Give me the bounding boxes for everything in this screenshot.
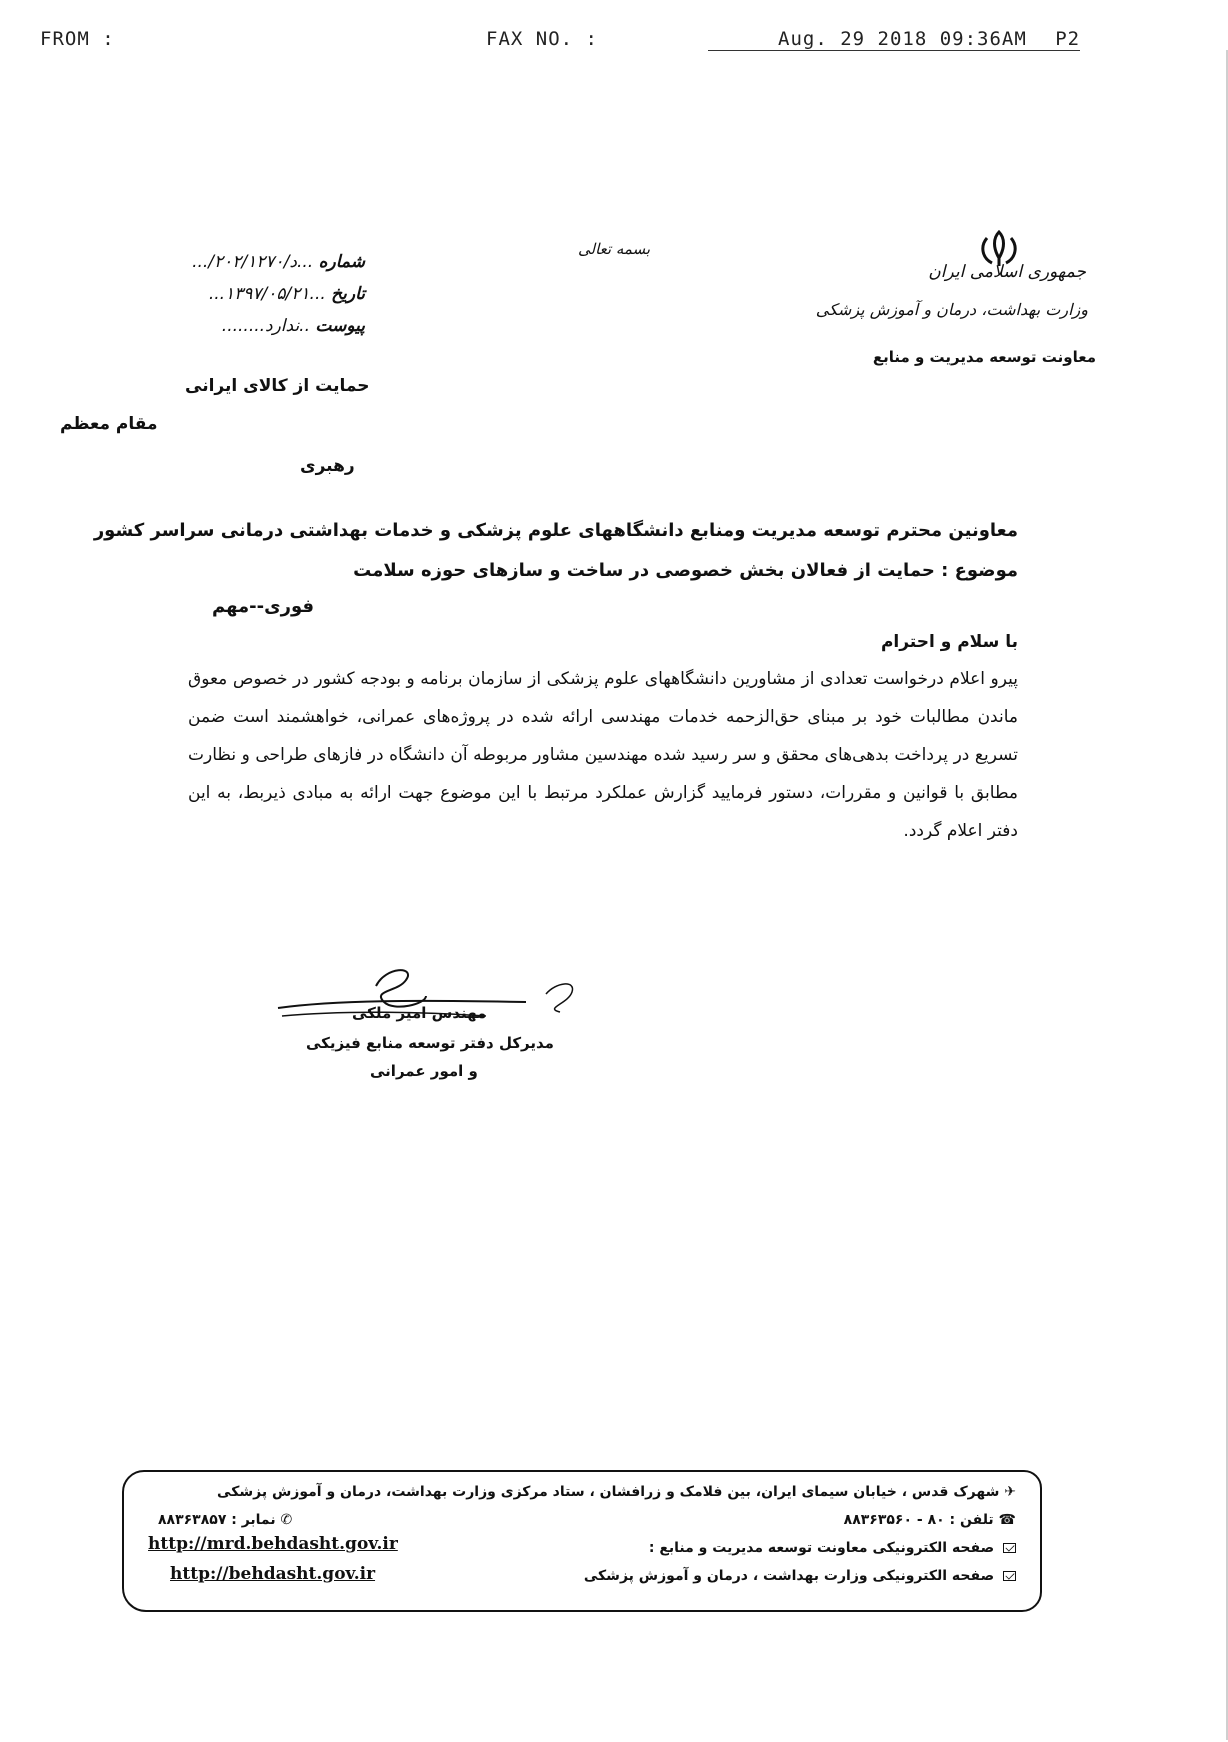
subject: موضوع : حمایت از فعالان بخش خصوصی در ساخت و سازهای حوزه سلامت: [353, 560, 1018, 581]
fax-icon: ✆: [280, 1512, 293, 1528]
letter-body: پیرو اعلام درخواست تعدادی از مشاورین دانشگاههای علوم پزشکی از سازمان برنامه و بودجه کشور در خصوص معوق ماندن مطالبات خود بر مبنای حق‌الزحمه خدمات مهندسی ارائه شده در پروژه‌های عمرانی، خواهشمند است ضمن تسریع در پرداخت بدهی‌های محقق و سر رسید شده مهندسین مشاور مربوطه آن دانشگاه در فازهای طراحی و نظارت مطابق با قوانین و مقررات، دستور فرمایید گزارش عملکرد مرتبط با این موضوع جهت ارائه به مبادی ذیربط، به این دفتر اعلام گردد.: [188, 669, 1018, 841]
footer-web-ministry-label: صفحه الکترونیکی وزارت بهداشت ، درمان و آموزش پزشکی: [583, 1568, 995, 1584]
footer-phone: [844, 1512, 1016, 1528]
footer-web-deputy: [649, 1540, 1016, 1556]
footer-contact-box: [122, 1470, 1042, 1612]
fax-page-number: P2: [1055, 28, 1081, 50]
deputy-website-link[interactable]: http://mrd.behdasht.gov.ir: [148, 1534, 398, 1554]
signatory-title-2: و امور عمرانی: [370, 1062, 478, 1080]
letter-number: [150, 252, 365, 272]
ministry-website-link[interactable]: http://behdasht.gov.ir: [170, 1564, 376, 1584]
fax-from: FROM :: [40, 28, 115, 50]
map-icon: ✈: [1004, 1484, 1016, 1500]
fax-date-time-text: Aug. 29 2018 09:36AM: [778, 28, 1027, 50]
letter-attachment: [150, 316, 365, 336]
checkbox-icon: [1003, 1571, 1016, 1581]
urgency: فوری--مهم: [212, 596, 315, 617]
checkbox-icon: [1003, 1543, 1016, 1553]
slogan: حمایت از کالای ایرانی: [185, 376, 370, 396]
letter-number-value: ...د/۲۰۲/۱۲۷۰/...: [192, 252, 314, 272]
letter-attachment-label: پیوست: [315, 316, 365, 336]
footer-address-text: شهرک قدس ، خیابان سیمای ایران، بین فلامک و زرافشان ، ستاد مرکزی وزارت بهداشت، درمان و آموزش پزشکی: [217, 1484, 1000, 1500]
footer-address: [217, 1484, 1016, 1500]
fax-datetime: [708, 28, 1080, 51]
footer-fax-text: نمابر : ۸۸۳۶۳۸۵۷: [158, 1512, 276, 1528]
letterhead-republic: جمهوری اسلامی ایران: [928, 262, 1086, 282]
letter-date-label: تاریخ: [331, 284, 365, 304]
letter-date-value: ...۱۳۹۷/۰۵/۲۱...: [208, 284, 326, 304]
footer-web-deputy-label: صفحه الکترونیکی معاونت توسعه مدیریت و منابع :: [648, 1540, 995, 1556]
fax-number: FAX NO. :: [486, 28, 598, 50]
letter-attachment-value: ..ندارد........: [221, 316, 310, 336]
recipients: معاونین محترم توسعه مدیریت ومنابع دانشگاههای علوم پزشکی و خدمات بهداشتی درمانی سراسر کشور: [93, 520, 1018, 541]
invocation: بسمه تعالی: [578, 240, 651, 258]
leader-title-2: رهبری: [300, 456, 355, 476]
signatory-title-1: مدیرکل دفتر توسعه منابع فیزیکی: [306, 1034, 554, 1052]
letter-number-label: شماره: [318, 252, 365, 272]
footer-fax: [158, 1512, 292, 1528]
signatory-name: مهندس امیر ملکی: [352, 1004, 487, 1022]
letterhead-deputy: معاونت توسعه مدیریت و منابع: [872, 348, 1096, 366]
leader-title-1: مقام معظم: [60, 414, 158, 434]
signature-scribble: [276, 964, 606, 1034]
letterhead-ministry: وزارت بهداشت، درمان و آموزش پزشکی: [815, 300, 1088, 319]
letter-date: [150, 284, 365, 304]
greeting: با سلام و احترام: [880, 632, 1018, 652]
footer-web-ministry: [584, 1568, 1016, 1584]
phone-icon: ☎: [998, 1512, 1016, 1528]
footer-phone-text: تلفن : ۸۰ - ۸۸۳۶۳۵۶۰: [843, 1512, 994, 1528]
